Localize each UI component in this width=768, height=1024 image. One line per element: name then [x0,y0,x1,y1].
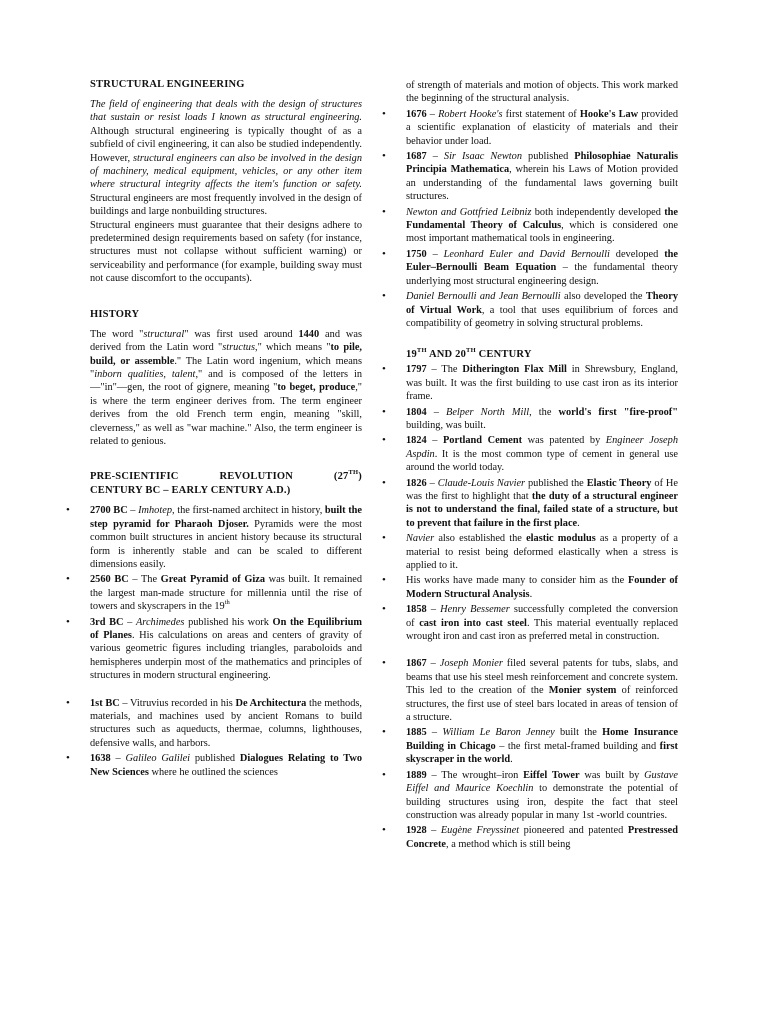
list-item: • 1889 – The wrought–iron Eiffel Tower was built by Gustave Eiffel and Maurice Koechlin to demonstrate the potential of building structures using iron, despite the fact that steel construction was already popular in many 1st -world countries. [406,769,678,823]
right-column [406,79,678,853]
section-title-history: HISTORY [90,308,140,320]
list-item: • Navier also established the elastic modulus as a property of a material to resist being deformed elastically when a stress is applied to it. [406,532,678,572]
history-paragraph: The word "structural" was first used around 1440 and was derived from the Latin word "structus," which means "to pile, build, or assemble." The Latin word ingenium, which means "inborn qualities, talent," and is composed of the letters in—"in"—gen, the root of gignere, meaning "to beget, produce," is where the term engineer derives from. The term engineer derives from the old French term engin, meaning "skill, cleverness," as well as "war machine." Also, the term engineer is related to genious. [90,328,363,447]
section-title-century: 19TH AND 20TH CENTURY [406,347,532,361]
list-item: • 1867 – Joseph Monier filed several patents for tubs, slabs, and beams that use his steel mesh reinforcement and concrete system. This led to the creation of the Monier system of reinforced structures, the first use of steel bars located in areas of tension of a structure. [406,657,678,724]
list-item: • 1804 – Belper North Mill, the world's first "fire-proof" building, was built. [406,406,678,433]
list-item: • 1687 – Sir Isaac Newton published Philosophiae Naturalis Principia Mathematica, wherein his Laws of Motion provided an understanding of the fundamental laws governing built structures. [406,150,678,204]
structural-paragraph-2: However, structural engineers can also be involved in the design of machinery, medical equipment, vehicles, or any other item where structural integrity affects the item's function or safety. Structural engineers are most frequently involved in the design of buildings and large nonbuilding structures. [90,152,362,218]
century-list [406,363,678,851]
list-item: • 2700 BC – Imhotep, the first-named architect in history, built the step pyramid for Pharaoh Djoser. Pyramids were the most common built structures in ancient history because its structural form is inherently stable and can be scaled to different dimensions easily. [90,504,362,571]
left-column [90,78,362,781]
list-item: • His works have made many to consider him as the Founder of Modern Structural Analysis. [406,574,678,601]
prescientific-list [90,504,362,779]
structural-paragraph-3: Structural engineers must guarantee that their designs adhere to predetermined design requirements based on safety (for instance, structures must not collapse without sufficient warning) or serviceability and performance (for example, building sway must not cause discomfort to the occupants). [90,219,362,285]
list-item: • 1826 – Claude-Louis Navier published the Elastic Theory of He was the first to highlight that the duty of a structural engineer is not to understand the final, failed state of a structure, but to prevent that failure in the first place. [406,477,678,531]
list-item: • 1885 – William Le Baron Jenney built the Home Insurance Building in Chicago – the first metal-framed building and first skyscraper in the world. [406,726,678,766]
section-title-structural: STRUCTURAL ENGINEERING [90,79,245,90]
right-intro-paragraph: of strength of materials and motion of objects. This work marked the beginning of the structural analysis. [406,80,678,105]
list-item: • 1750 – Leonhard Euler and David Bernoulli developed the Euler–Bernoulli Beam Equation – the fundamental theory underlying most structural engineering design. [406,248,678,288]
list-item: • Newton and Gottfried Leibniz both independently developed the Fundamental Theory of Calculus, which is considered one most important mathematical tools in engineering. [406,206,678,246]
list-item: • 1824 – Portland Cement was patented by Engineer Joseph Aspdin. It is the most common type of cement in general use around the world today. [406,434,678,474]
list-item: • 2560 BC – The Great Pyramid of Giza was built. It remained the largest man-made structure for millennia until the rise of towers and skyscrapers in the 19th [90,573,362,613]
list-item: • Daniel Bernoulli and Jean Bernoulli also developed the Theory of Virtual Work, a tool that uses equilibrium of forces and compatibility of geometry in solving structural problems. [406,290,678,330]
structural-paragraph-1: The field of engineering that deals with the design of structures that sustain or resist loads I known as structural engineering. Although structural engineering is typically thought of as a subfield of civil engineering, it can also be studied independently. [90,99,362,151]
list-item: • 1858 – Henry Bessemer successfully completed the conversion of cast iron into cast steel. This material eventually replaced wrought iron and cast iron as preferred metal in construction. [406,603,678,643]
section-title-prescientific-line2: CENTURY BC – EARLY CENTURY A.D.) [90,485,291,497]
list-item: • 1928 – Eugène Freyssinet pioneered and patented Prestressed Concrete, a method which is still being [406,824,678,851]
section-title-prescientific: PRE-SCIENTIFIC REVOLUTION (27TH) [90,469,362,483]
list-item: • 3rd BC – Archimedes published his work On the Equilibrium of Planes. His calculations on areas and centers of gravity of various geometric figures including triangles, paraboloids and hemispheres underpin most of the mathematics and principles of structures in modern structural engineering. [90,616,362,683]
list-item: • 1638 – Galileo Galilei published Dialogues Relating to Two New Sciences where he outlined the sciences [90,752,362,779]
list-item: • 1st BC – Vitruvius recorded in his De Architectura the methods, materials, and machines used by ancient Romans to build structures such as aqueducts, thermae, columns, lighthouses, defensive walls, and harbors. [90,697,362,751]
list-item: • 1676 – Robert Hooke's first statement of Hooke's Law provided a scientific explanation of elasticity of materials and their behavior under load. [406,108,678,148]
scientific-list [406,108,678,331]
list-item: • 1797 – The Ditherington Flax Mill in Shrewsbury, England, was built. It was the first building to use cast iron as its interior frame. [406,363,678,403]
